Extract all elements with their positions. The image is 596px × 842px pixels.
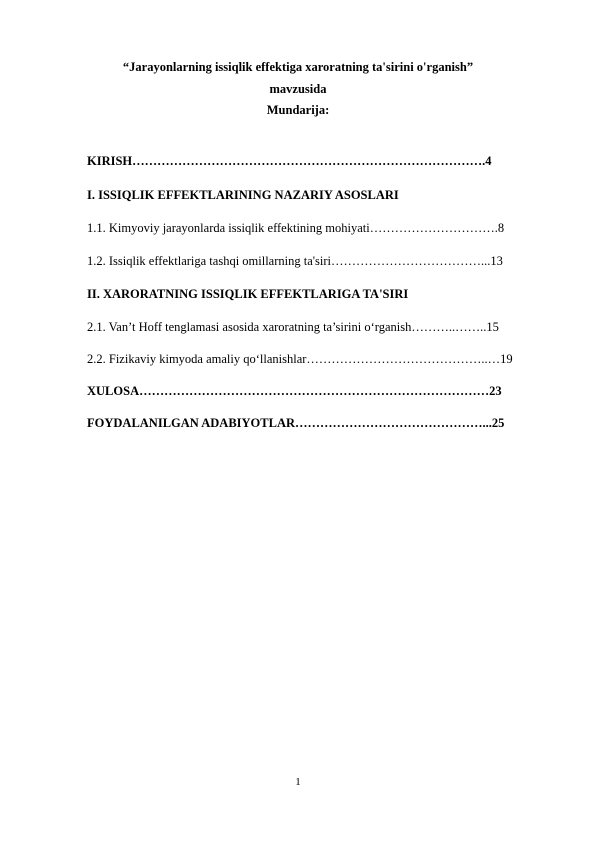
toc-entry-1-2: 1.2. Issiqlik effektlariga tashqi omillarning ta'siri………………………………...13: [87, 254, 503, 268]
toc-entry-adabiyotlar: FOYDALANILGAN ADABIYOTLAR………………………………………...25: [87, 416, 505, 430]
toc-entry-2-1: 2.1. Van’t Hoff tenglamasi asosida xaroratning ta’sirini o‘rganish………..……..15: [87, 320, 499, 334]
toc-section-1: I. ISSIQLIK EFFEKTLARINING NAZARIY ASOSLARI: [87, 188, 399, 202]
toc-entry-1-1: 1.1. Kimyoviy jarayonlarda issiqlik effektining mohiyati………………………….8: [87, 221, 505, 235]
page-number: 1: [295, 776, 301, 788]
toc-section-2: II. XARORATNING ISSIQLIK EFFEKTLARIGA TA'SIRI: [87, 287, 409, 301]
toc-entry-xulosa: XULOSA…………………………………………………………………………23: [87, 384, 502, 398]
document-subtitle: mavzusida: [269, 82, 327, 96]
document-title: “Jarayonlarning issiqlik effektiga xaroratning ta'sirini o'rganish”: [122, 60, 474, 74]
toc-entry-kirish: KIRISH………………………………………………………………………….4: [87, 154, 492, 168]
contents-heading: Mundarija:: [266, 103, 330, 117]
toc-entry-2-2: 2.2. Fizikaviy kimyoda amaliy qo‘llanishlar……………………………………..…19: [87, 352, 513, 366]
